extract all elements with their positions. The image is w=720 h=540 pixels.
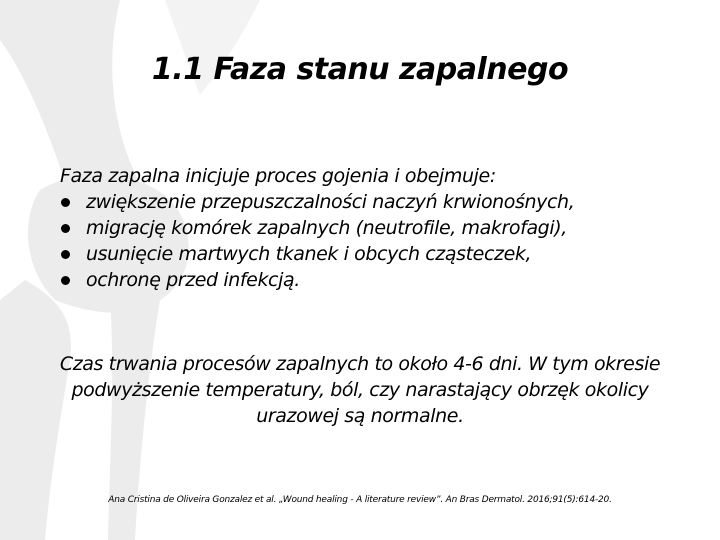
- list-item-text: usunięcie martwych tkanek i obcych cząsteczek,: [86, 243, 532, 265]
- list-item: [60, 241, 680, 267]
- bullet-dot-icon: [61, 198, 70, 207]
- summary-text: Czas trwania procesów zapalnych to około 4-6 dni. W tym okresie podwyższenie temperatury, ból, czy narastający obrzęk okolicy urazowej są normalne.: [59, 353, 661, 427]
- list-item-text: ochronę przed infekcją.: [86, 269, 300, 291]
- intro-text: Faza zapalna inicjuje proces gojenia i obejmuje:: [60, 165, 496, 187]
- bullet-list: [60, 189, 680, 293]
- bullet-dot-icon: [61, 250, 70, 259]
- list-item: [60, 267, 680, 293]
- list-item: [60, 189, 680, 215]
- list-item-text: zwiększenie przepuszczalności naczyń krwionośnych,: [86, 191, 575, 213]
- list-item-text: migrację komórek zapalnych (neutrofile, makrofagi),: [86, 217, 567, 239]
- bullet-dot-icon: [61, 276, 70, 285]
- citation-text: Ana Cristina de Oliveira Gonzalez et al. „Wound healing - A literature review”. An Bras Dermatol. 2016;91(5):614-20.: [108, 495, 612, 505]
- content-block: [60, 163, 680, 293]
- slide-title: 1.1 Faza stanu zapalnego: [151, 52, 569, 87]
- bullet-dot-icon: [61, 224, 70, 233]
- list-item: [60, 215, 680, 241]
